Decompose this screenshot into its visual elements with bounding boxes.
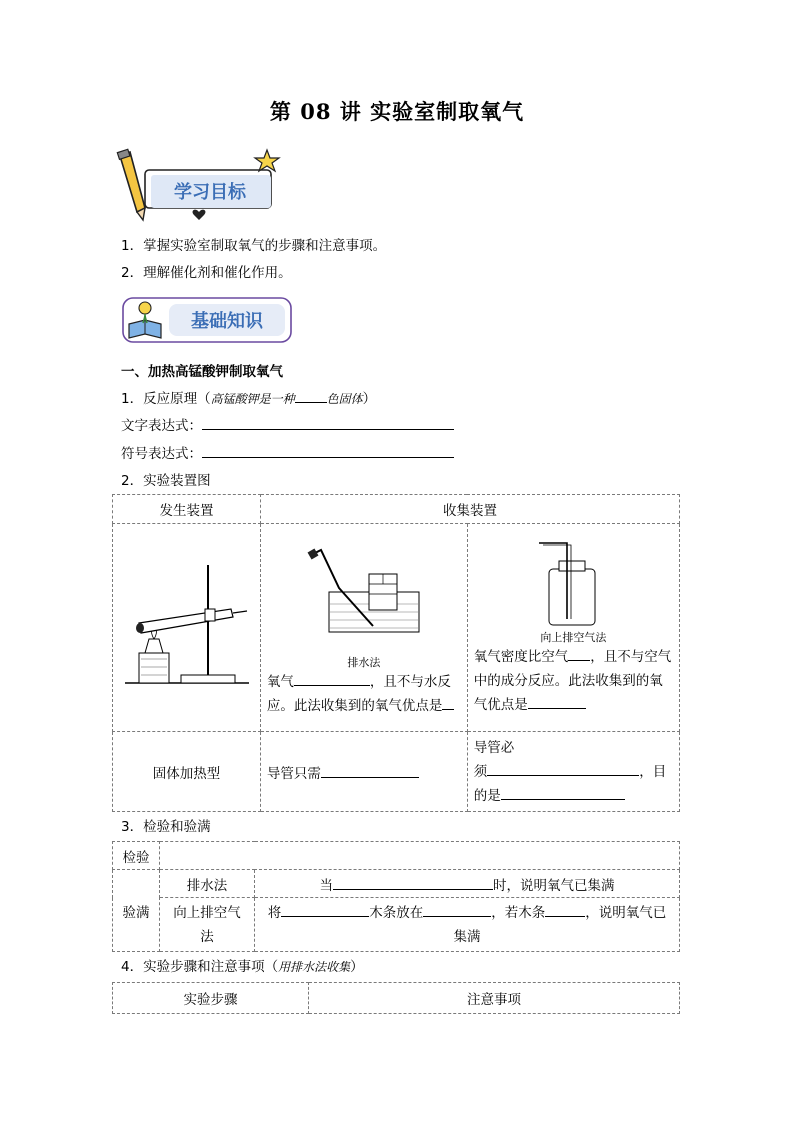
basic-knowledge-banner [121, 296, 296, 346]
symbol-equation-blank[interactable] [202, 443, 454, 458]
goal-1: 1．掌握实验室制取氧气的步骤和注意事项。 [121, 238, 387, 254]
check-blank-cell[interactable] [160, 842, 680, 870]
water-method-caption: 排水法 [347, 655, 381, 669]
symbol-equation: 符号表达式： [121, 442, 454, 462]
water-method-text: 氧气 ，且不与水反 应。此法收集到的氧气优点是 [267, 670, 461, 718]
up-air-method-label: 向上排空气 法 [160, 898, 255, 952]
word-equation-blank[interactable] [202, 415, 454, 430]
tube-note-2-cell: 导管必 须 ，目 的是 [467, 732, 679, 812]
heart-icon [193, 210, 206, 220]
reaction-principle: 1．反应原理（高锰酸钾是一种 色固体） [121, 387, 376, 407]
page-title: 第 08 讲 实验室制取氧气 [269, 99, 525, 124]
air-collection-cell [467, 524, 679, 732]
water-displacement-diagram [299, 544, 429, 654]
learning-goals-banner [115, 148, 285, 223]
apparatus-heading: 2．实验装置图 [121, 473, 211, 489]
banner-learning-goals-label: 学习目标 [174, 182, 246, 203]
star-icon [255, 150, 279, 171]
header-collection: 收集装置 [260, 495, 679, 524]
steps-header: 实验步骤 [113, 983, 309, 1014]
tube-note-cell: 导管只需 [260, 732, 467, 812]
pencil-icon [117, 149, 145, 220]
section-heading-1: 一、加热高锰酸钾制取氧气 [121, 364, 283, 380]
test-heading: 3．检验和验满 [121, 819, 211, 835]
check-label: 检验 [113, 842, 160, 870]
water-collection-cell [260, 524, 467, 732]
notes-header: 注意事项 [309, 983, 680, 1014]
solid-heating-type: 固体加热型 [113, 732, 261, 812]
banner-basic-knowledge-label: 基础知识 [191, 311, 263, 332]
header-generation: 发生装置 [113, 495, 261, 524]
upward-air-displacement-diagram [533, 539, 613, 629]
water-method-label: 排水法 [160, 870, 255, 898]
test-table [112, 841, 680, 952]
air-full-text: 将 木条放在 ，若木条 ，说明氧气已 集满 [255, 898, 680, 952]
goal-2: 2．理解催化剂和催化作用。 [121, 265, 292, 281]
air-method-caption: 向上排空气法 [540, 630, 607, 644]
steps-heading: 4．实验步骤和注意事项（用排水法收集） [121, 959, 364, 975]
heating-apparatus-diagram [121, 561, 251, 691]
word-equation: 文字表达式： [121, 414, 454, 434]
air-method-text: 氧气密度比空气 ，且不与空气 中的成分反应。此法收集到的氧 气优点是 [474, 645, 673, 717]
apparatus-table [112, 494, 680, 812]
water-full-text: 当 时，说明氧气已集满 [255, 870, 680, 898]
steps-table [112, 982, 680, 1014]
heating-apparatus-cell [113, 524, 261, 732]
full-label: 验满 [113, 870, 160, 952]
